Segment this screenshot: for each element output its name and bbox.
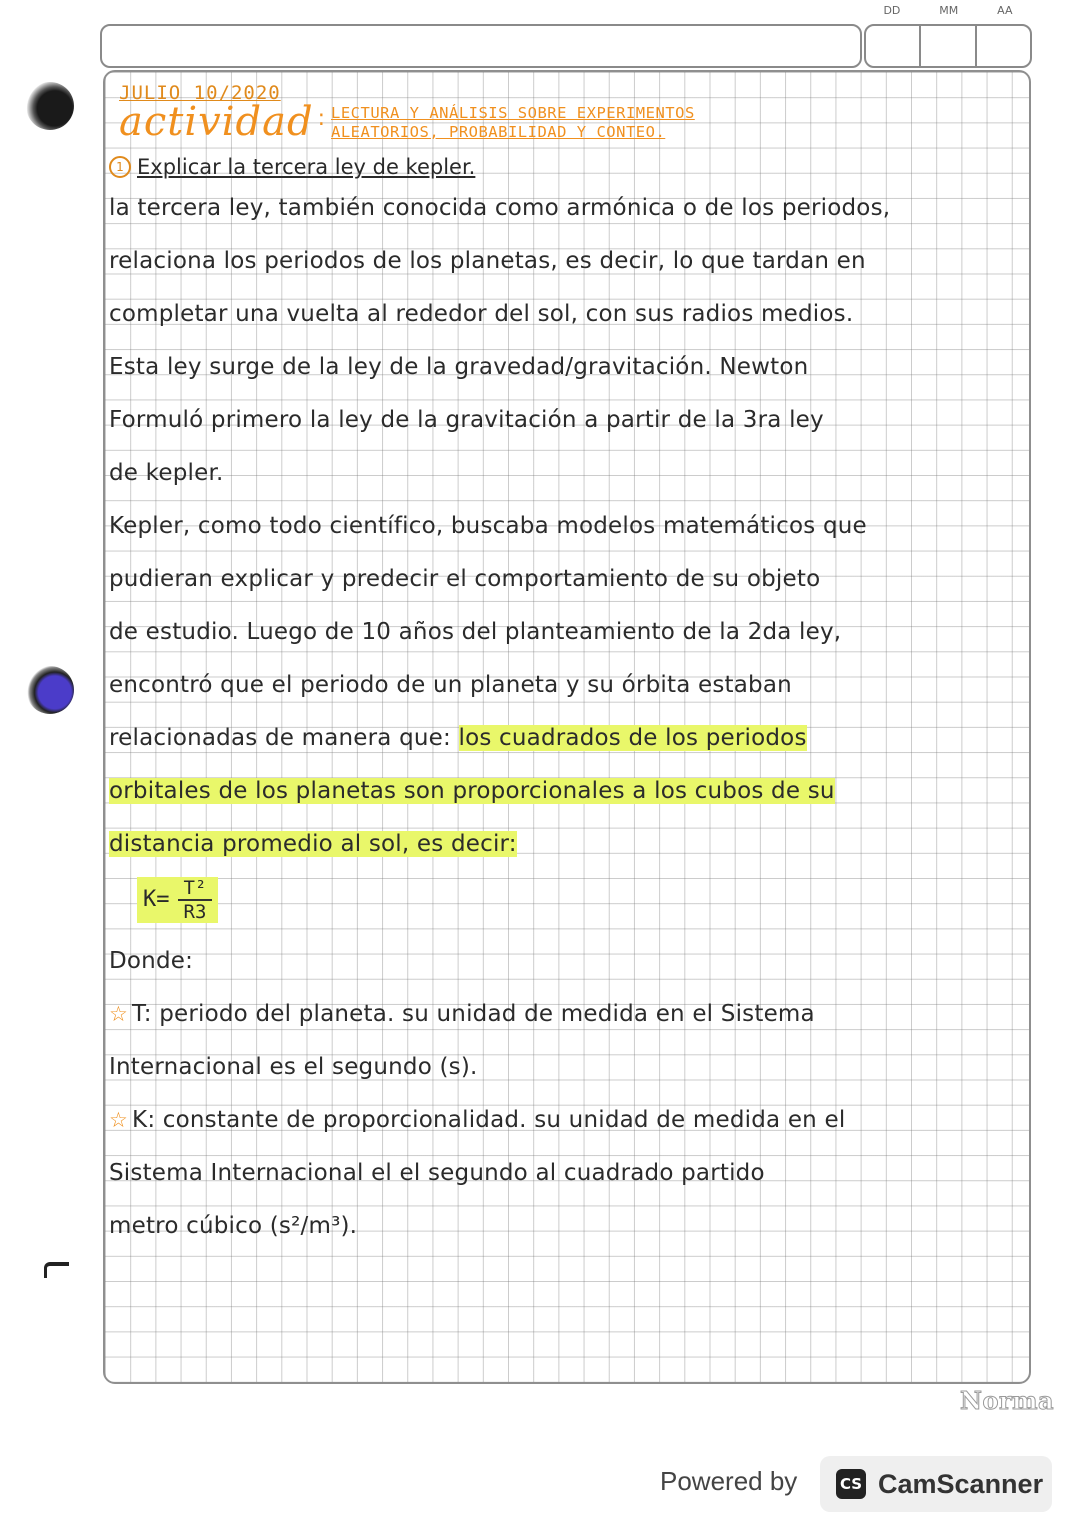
note-date: JULIO 10/2020	[119, 82, 281, 104]
binder-ring-icon	[26, 666, 74, 714]
formula-row	[109, 871, 1019, 929]
paragraph-line: de kepler.	[109, 460, 224, 486]
activity-title-line: LECTURA Y ANÁLISIS SOBRE EXPERIMENTOS	[331, 104, 695, 122]
definition-text: T: periodo del planeta. su unidad de medida en el Sistema	[132, 1001, 815, 1027]
question-heading	[109, 152, 1019, 182]
notebook-title-box	[100, 24, 862, 68]
star-icon: ☆	[109, 1108, 129, 1132]
paragraph-line: Kepler, como todo científico, buscaba modelos matemáticos que	[109, 513, 867, 539]
date-label-month: MM	[939, 4, 959, 17]
question-text: Explicar la tercera ley de kepler.	[137, 155, 476, 179]
powered-by-label: Powered by	[660, 1466, 798, 1496]
definition-line: Internacional es el segundo (s).	[109, 1054, 478, 1080]
camscanner-badge	[820, 1456, 1052, 1512]
paragraph-line: relaciona los periodos de los planetas, es decir, lo que tardan en	[109, 248, 866, 274]
date-field	[864, 4, 1032, 22]
date-label-day: DD	[883, 4, 901, 17]
definition-line: Sistema Internacional el el segundo al cuadrado partido	[109, 1160, 765, 1186]
paragraph-line: la tercera ley, también conocida como armónica o de los periodos,	[109, 195, 891, 221]
definition-line	[109, 988, 1019, 1041]
paragraph-line: encontró que el periodo de un planeta y su órbita estaban	[109, 672, 792, 698]
paragraph-line: Formuló primero la ley de la gravitación a partir de la 3ra ley	[109, 407, 824, 433]
activity-word: actividad	[119, 99, 314, 145]
camscanner-name: CamScanner	[878, 1468, 1044, 1499]
grid-page	[103, 70, 1031, 1384]
highlighted-text: orbitales de los planetas son proporcionales a los cubos de su	[109, 778, 835, 804]
activity-title	[331, 104, 695, 142]
kepler-formula	[137, 877, 218, 923]
paragraph-line: Esta ley surge de la ley de la gravedad/gravitación. Newton	[109, 354, 809, 380]
donde-label: Donde:	[109, 948, 194, 974]
paragraph-line	[109, 818, 1019, 871]
highlighted-text: distancia promedio al sol, es decir:	[109, 831, 517, 857]
paragraph-line: pudieran explicar y predecir el comportamiento de su objeto	[109, 566, 821, 592]
paragraph-line	[109, 712, 1019, 765]
definition-line	[109, 1094, 1019, 1147]
formula-denominator: R3	[183, 901, 207, 923]
paragraph-line: de estudio. Luego de 10 años del planteamiento de la 2da ley,	[109, 619, 842, 645]
number-circle-icon: 1	[109, 156, 131, 178]
activity-title-line: ALEATORIOS, PROBABILIDAD Y CONTEO.	[331, 123, 666, 141]
camscanner-logo-icon: CS	[836, 1469, 866, 1499]
norma-brand-logo: Norma	[960, 1386, 1055, 1415]
handwritten-notes	[109, 82, 1019, 1253]
date-boxes	[864, 24, 1032, 68]
paragraph-line: completar una vuelta al rededor del sol, con sus radios medios.	[109, 301, 854, 327]
formula-fraction	[178, 877, 213, 923]
definition-text: K: constante de proporcionalidad. su unidad de medida en el	[132, 1107, 846, 1133]
binder-ring-icon	[26, 82, 74, 130]
activity-heading	[119, 100, 1019, 144]
binder-clip-icon	[44, 1262, 69, 1278]
paragraph-line	[109, 765, 1019, 818]
plain-text: relacionadas de manera que:	[109, 725, 459, 751]
date-label-year: AA	[997, 4, 1013, 17]
star-icon: ☆	[109, 1002, 129, 1026]
activity-colon: :	[317, 106, 325, 131]
formula-lhs: K=	[143, 887, 170, 912]
formula-numerator: T²	[178, 877, 213, 901]
definition-line: metro cúbico (s²/m³).	[109, 1213, 358, 1239]
highlighted-text: los cuadrados de los periodos	[458, 725, 807, 751]
